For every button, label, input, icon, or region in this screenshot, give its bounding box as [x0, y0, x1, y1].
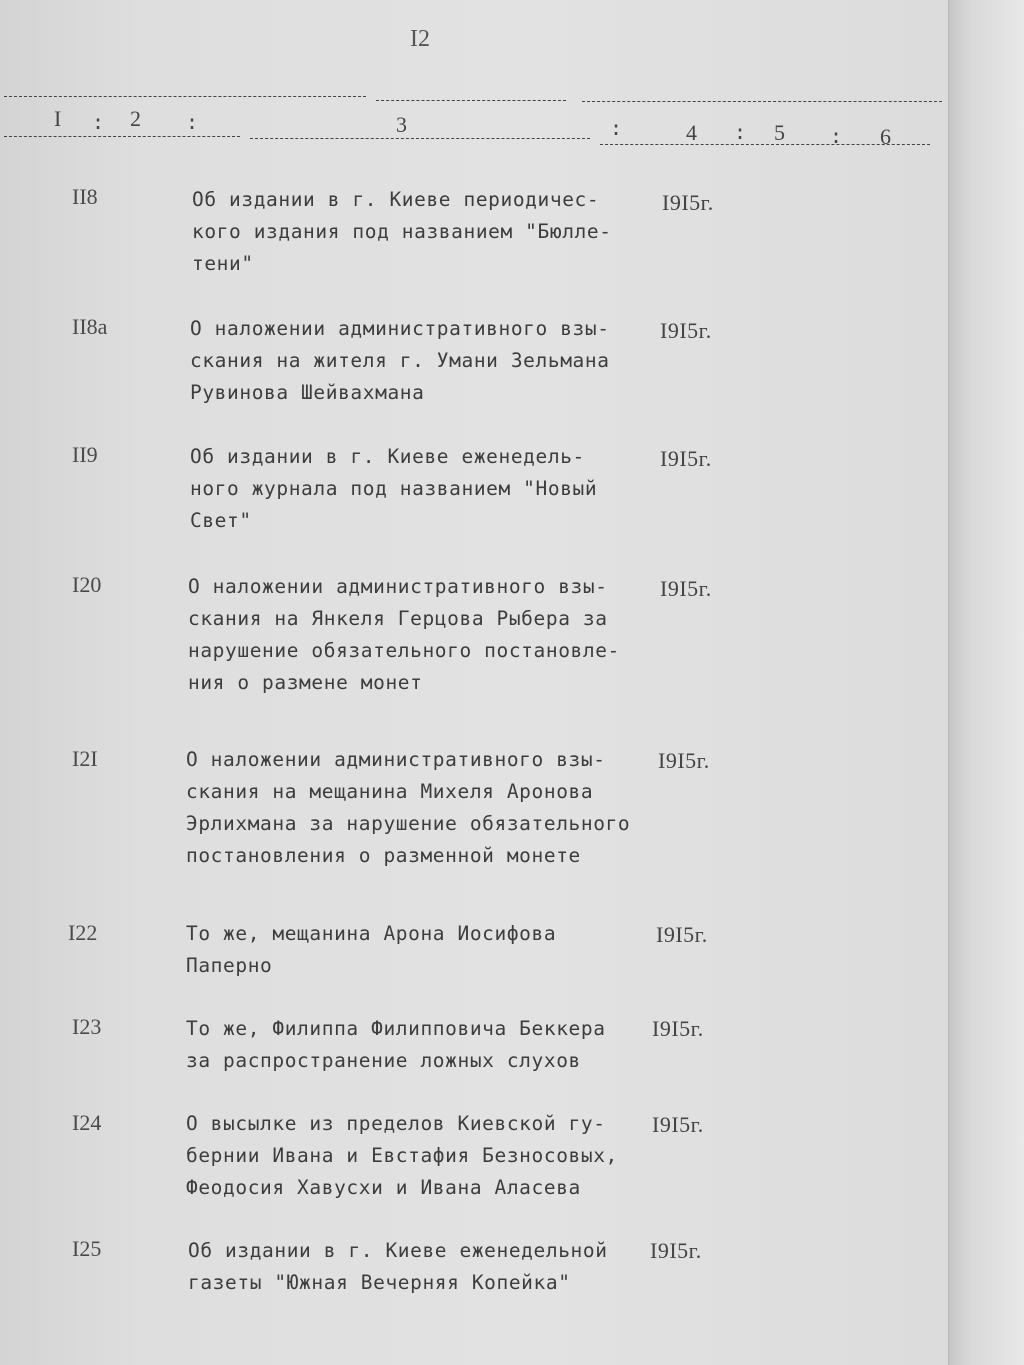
entry-year: I9I5г.: [662, 190, 714, 215]
entry-line: То же, мещанина Арона Иосифова: [186, 922, 557, 945]
entry-number: I23: [72, 1014, 102, 1039]
entry-description: [186, 1108, 656, 1204]
entry-year: I9I5г.: [650, 1238, 702, 1263]
entry-number: II9: [72, 442, 98, 467]
entry-line: Об издании в г. Киеве еженедельной: [188, 1239, 608, 1262]
entry-number: I24: [72, 1110, 102, 1135]
column-number-2: 2: [130, 106, 141, 131]
entry-line: нарушение обязательного постановле-: [188, 639, 620, 662]
column-separator: :: [734, 120, 747, 144]
header-rule-bottom-2: [250, 138, 590, 139]
entry-year: I9I5г.: [652, 1016, 704, 1041]
entry-line: О наложении административного взы-: [186, 748, 606, 771]
header-rule-top-3: [582, 101, 942, 102]
entry-description: [192, 184, 662, 280]
entry-description: [186, 744, 656, 872]
entry-line: Об издании в г. Киеве периодичес-: [192, 188, 600, 211]
entry-year: I9I5г.: [656, 922, 708, 947]
entry-number: I20: [72, 572, 102, 597]
entry-number: I25: [72, 1236, 102, 1261]
column-separator: :: [186, 110, 199, 134]
entry-line: О наложении административного взы-: [188, 575, 608, 598]
column-separator: :: [92, 110, 105, 134]
column-number-6: 6: [880, 124, 891, 149]
entry-line: Паперно: [186, 954, 273, 977]
column-number-5: 5: [774, 120, 785, 145]
entry-description: [188, 571, 658, 699]
entry-description: [186, 918, 656, 982]
entry-line: Эрлихмана за нарушение обязательного: [186, 812, 631, 835]
header-rule-top-2: [376, 100, 566, 101]
entry-line: Свет": [190, 509, 252, 532]
entry-line: Феодосия Хавусхи и Ивана Аласева: [186, 1176, 581, 1199]
entry-year: I9I5г.: [660, 318, 712, 343]
entry-number: II8а: [72, 314, 108, 339]
column-number-4: 4: [686, 120, 697, 145]
entry-year: I9I5г.: [658, 748, 710, 773]
entry-number: II8: [72, 184, 98, 209]
entry-line: О наложении административного взы-: [190, 317, 610, 340]
entry-line: Рувинова Шейвахмана: [190, 381, 425, 404]
entry-line: за распространение ложных слухов: [186, 1049, 581, 1072]
column-separator: :: [830, 124, 843, 148]
entry-line: скания на Янкеля Герцова Рыбера за: [188, 607, 608, 630]
column-number-3: 3: [396, 112, 407, 137]
entry-line: постановления о разменной монете: [186, 844, 581, 867]
entry-number: I2I: [72, 746, 98, 771]
entry-number: I22: [68, 920, 98, 945]
entry-description: [186, 1013, 656, 1077]
header-rule-top-1: [4, 96, 366, 97]
page-number: I2: [410, 26, 430, 52]
header-rule-bottom-1: [4, 136, 240, 137]
entry-line: бернии Ивана и Евстафия Безносовых,: [186, 1144, 618, 1167]
column-separator: :: [610, 116, 623, 140]
entry-year: I9I5г.: [660, 446, 712, 471]
entry-line: Об издании в г. Киеве еженедель-: [190, 445, 585, 468]
entry-year: I9I5г.: [660, 576, 712, 601]
entry-line: скания на мещанина Михеля Аронова: [186, 780, 594, 803]
entry-line: ния о размене монет: [188, 671, 423, 694]
entry-description: [190, 441, 660, 537]
entry-year: I9I5г.: [652, 1112, 704, 1137]
entry-line: скания на жителя г. Умани Зельмана: [190, 349, 610, 372]
page-edge: [948, 0, 1024, 1365]
entry-line: О высылке из пределов Киевской гу-: [186, 1112, 606, 1135]
entry-line: тени": [192, 252, 254, 275]
entry-line: кого издания под названием "Бюлле-: [192, 220, 612, 243]
entry-description: [188, 1235, 658, 1299]
entry-description: [190, 313, 660, 409]
entry-line: газеты "Южная Вечерняя Копейка": [188, 1271, 571, 1294]
entry-line: То же, Филиппа Филипповича Беккера: [186, 1017, 606, 1040]
column-number-1: I: [54, 106, 62, 131]
entry-line: ного журнала под названием "Новый: [190, 477, 598, 500]
